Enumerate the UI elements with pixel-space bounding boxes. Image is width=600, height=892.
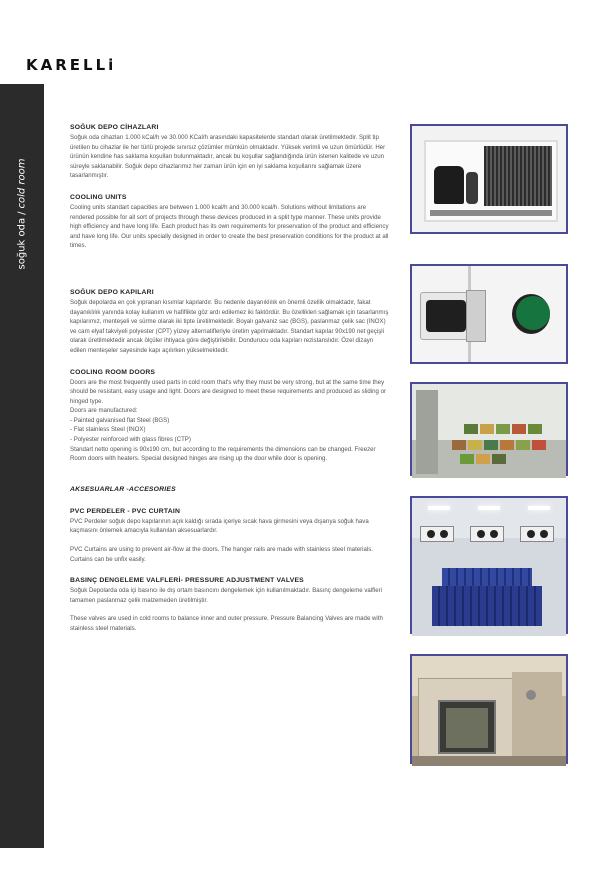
section-label-tr: soğuk oda	[16, 217, 28, 270]
cooling-unit-photo	[410, 124, 568, 234]
base-rail	[430, 210, 552, 216]
section-title: BASINÇ DENGELEME VALFLERİ- PRESSURE ADJUSTMENT VALVES	[70, 577, 304, 585]
section-body-2: PVC Curtains are using to prevent air-flow at the doors. The hanger rails are made with stainless steel materials. Curtains can be unfix easily.	[70, 546, 374, 563]
condenser-coil	[484, 146, 552, 206]
section-doors-tr	[70, 289, 390, 356]
cold-room-exterior-photo	[410, 654, 568, 764]
section-cooling-units-tr	[70, 124, 390, 181]
compressor	[434, 166, 464, 204]
section-accessories	[70, 486, 390, 493]
evaporator-unit	[470, 526, 504, 542]
section-body: Soğuk Depolarda oda içi basıncı ile dış ortam basıncını dengelemek için kullanılmaktadır. Basınç dengeleme valfleri tamamen paslanmaz çelik malzemeden üretilmiştir.	[70, 587, 382, 604]
section-body-2: Standart netto opening is 90x190 cm, but according to the requirements the dimensions can be changed. Freezer Room doors with heaters. Special designed hinges are rising up the door while door is opening.	[70, 445, 376, 463]
section-label	[17, 159, 28, 270]
list-item: - Painted galvanised flat Steel (BGS)	[70, 416, 170, 424]
sliding-door	[438, 700, 496, 754]
sidebar	[0, 84, 44, 892]
section-body: Cooling units standart capacities are between 1.000 kcal/h and 30.000 kcal/h. Solutions without limitations are rendered possible for all sort of projects through these devices produced in a split type manner. These units provide high efficiency and have long life. Each product has its own requirements for preservation of the product and efficiency and have long life. Our units specially designed in order to create the best preservation conditions for the product at all times.	[70, 203, 389, 250]
evaporators-photo	[410, 496, 568, 634]
section-pvc-curtain	[70, 508, 390, 564]
section-pressure-valves	[70, 577, 390, 633]
main-content	[70, 124, 390, 634]
brand-logo: KARELLi	[26, 56, 117, 74]
evaporator-unit	[520, 526, 554, 542]
section-body: Doors are the most frequently used parts in cold room that's why they must be very strong, but at the same time they should be resistant, easy usage and light. Doors are designed to meet these requirements and produced as sliding or hinged type.	[70, 378, 387, 405]
section-label-en: cold room	[16, 158, 28, 209]
section-doors-en	[70, 369, 390, 464]
section-cooling-units-en	[70, 194, 390, 251]
section-label-separator: /	[16, 211, 28, 215]
section-title: COOLING UNITS	[70, 193, 127, 201]
emergency-knob	[516, 296, 550, 330]
section-title: PVC PERDELER - PVC CURTAIN	[70, 507, 181, 515]
evaporator-unit	[420, 526, 454, 542]
door-handle	[426, 300, 466, 332]
section-body: Soğuk depolarda en çok yıpranan kısımlar kapılardır. Bu nedenle dayanıklılık en önemli özellik olmaktadır, fakat dayanıklılık yanında kolay kullanım ve hafiflikte göz ardı edilemez iki faktördür. Bu özellikleri sağlamak için tasarlanmış kapılarımız, menteşeli ve sürme olarak iki tipte üretilmektedir. Boyalı galvaniz sac (BGS), paslanmaz çelik sac (INOX) ve cam elyaf takviyeli polyester (CPT) yüzey alternatifleriyle üretim yapılmaktadır. Standart kapılar 90x190 net geçişli olarak üretilmektedir ancak ölçüler ihtiyaca göre değiştirilebilir. Dondurucu oda kapıları rezistanslıdır. Özel dizayn edilen menteşeler sayesinde kapı açılırken yükselmektedir.	[70, 298, 389, 354]
page-number: 132	[11, 852, 33, 892]
section-body: Soğuk oda cihazları 1.000 kCal/h ve 30.000 KCal/h arasındaki kapasitelerde standart olarak üretilmektedir. Split tip üretilen bu cihazlar ile her türlü projede sınırsız çözümler mümkün olmaktadır. Yüksek verimli ve uzun ömürlüdür. Her ürünün kendine has saklama koşulları bulunmaktadır, ancak bu koşullar sağlandığında ürün istenen kalitede ve uzun süreyle saklanabilir. Soğuk depo cihazlarımız her zaman ürün için en iyi saklama koşullarını sağlamak üzere tasarlanmıştır.	[70, 134, 386, 180]
section-title: SOĞUK DEPO KAPILARI	[70, 288, 154, 296]
section-title: SOĞUK DEPO CİHAZLARI	[70, 124, 159, 131]
door-handle-photo	[410, 264, 568, 364]
pallet-stack	[442, 568, 532, 586]
section-body: PVC Perdeler soğuk depo kapılarının açık kaldığı sırada içeriye sıcak hava girmesini veya dışarıya soğuk hava kaçmasını önlemek amacıyla kullanılan aksesuarlardır.	[70, 517, 369, 535]
section-title: AKSESUARLAR -ACCESORIES	[70, 485, 176, 493]
door-hinge	[466, 290, 486, 342]
unit-housing	[424, 140, 558, 222]
pallet-stack	[432, 586, 542, 626]
cold-room-interior-photo	[410, 382, 568, 476]
list-item: - Polyester reinforced with glass fibres (CTP)	[70, 436, 191, 444]
pressure-valve	[526, 690, 536, 700]
list-intro: Doors are manufactured:	[70, 407, 138, 415]
receiver-tank	[466, 172, 478, 204]
list-item: - Flat stainless Steel (INOX)	[70, 426, 146, 434]
section-body-2: These valves are used in cold rooms to balance inner and outer pressure. Pressure Balancing Valves are made with stainless steel materials.	[70, 615, 383, 632]
door-frame	[416, 390, 438, 474]
section-title: COOLING ROOM DOORS	[70, 368, 156, 376]
